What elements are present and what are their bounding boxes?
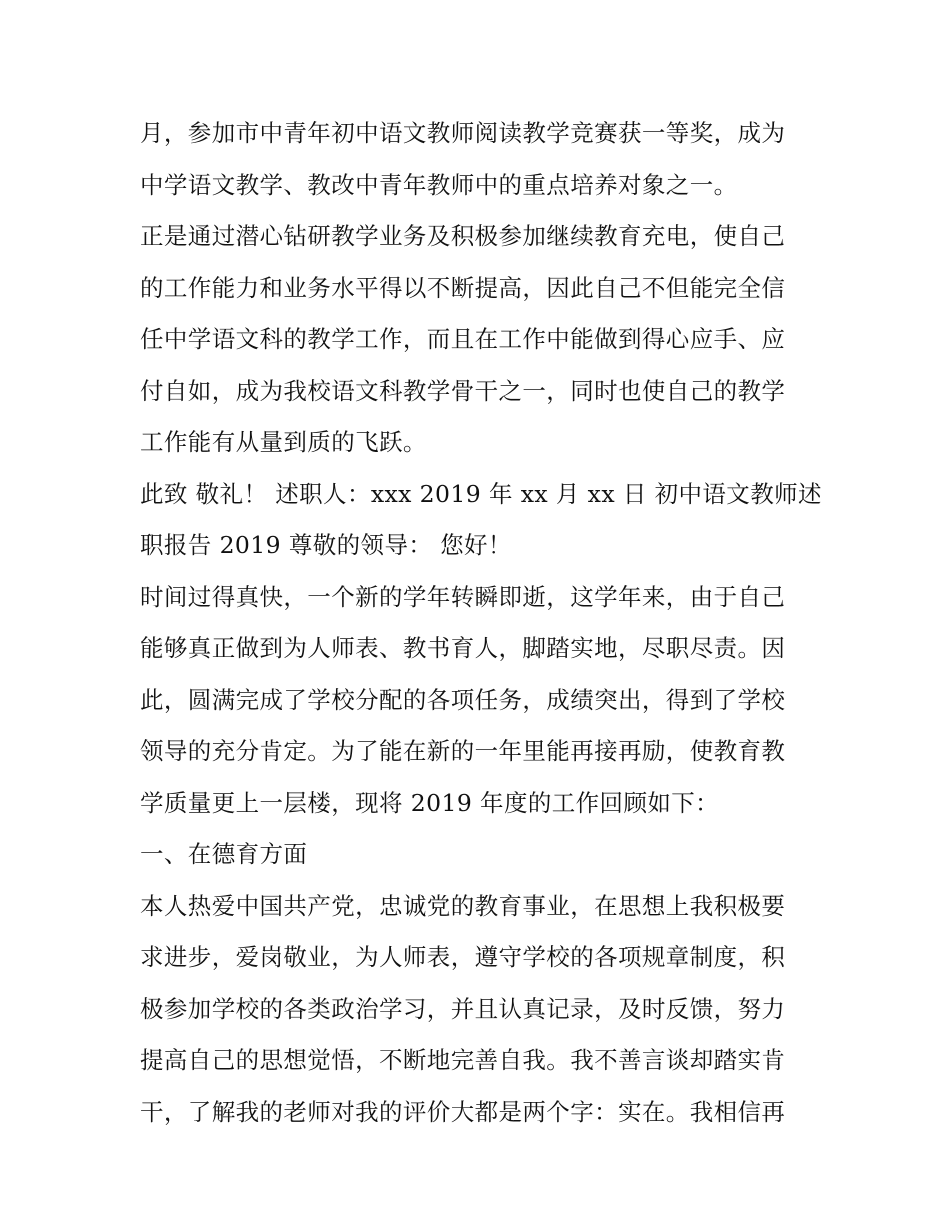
text-line: 极参加学校的各类政治学习，并且认真记录，及时反馈，努力 [140,994,786,1023]
section-heading: 一、在德育方面 [140,840,308,868]
text-line: 时间过得真快，一个新的学年转瞬即逝，这学年来，由于自己 [140,582,786,611]
text-line: 付自如，成为我校语文科教学骨干之一，同时也使自己的教学 [140,376,786,405]
text-line: 提高自己的思想觉悟，不断地完善自我。我不善言谈却踏实肯 [140,1046,786,1074]
text-line: 正是通过潜心钻研教学业务及积极参加继续教育充电，使自己 [140,222,786,250]
text-line: 领导的充分肯定。为了能在新的一年里能再接再励，使教育教 [140,737,786,765]
text-line: 能够真正做到为人师表、教书育人，脚踏实地，尽职尽责。因 [140,634,786,662]
text-line: 的工作能力和业务水平得以不断提高，因此自己不但能完全信 [140,273,786,302]
text-line: 任中学语文科的教学工作，而且在工作中能做到得心应手、应 [140,325,786,353]
text-line: 职报告 2019 尊敬的领导： 您好！ [140,531,512,559]
text-line: 此致 敬礼！ 述职人：xxx 2019 年 xx 月 xx 日 初中语文教师述 [140,479,822,508]
text-line: 中学语文教学、教改中青年教师中的重点培养对象之一。 [140,170,738,199]
text-line: 求进步，爱岗敬业，为人师表，遵守学校的各项规章制度，积 [140,943,786,971]
text-line: 此，圆满完成了学校分配的各项任务，成绩突出，得到了学校 [140,685,786,714]
text-line: 学质量更上一层楼，现将 2019 年度的工作回顾如下： [140,788,720,817]
text-line: 本人热爱中国共产党，忠诚党的教育事业，在思想上我积极要 [140,891,786,920]
text-line: 工作能有从量到质的飞跃。 [140,428,427,456]
text-line: 月，参加市中青年初中语文教师阅读教学竞赛获一等奖，成为 [140,119,786,147]
document-body [140,108,820,1138]
text-line: 干，了解我的老师对我的评价大都是两个字：实在。我相信再 [140,1097,786,1126]
